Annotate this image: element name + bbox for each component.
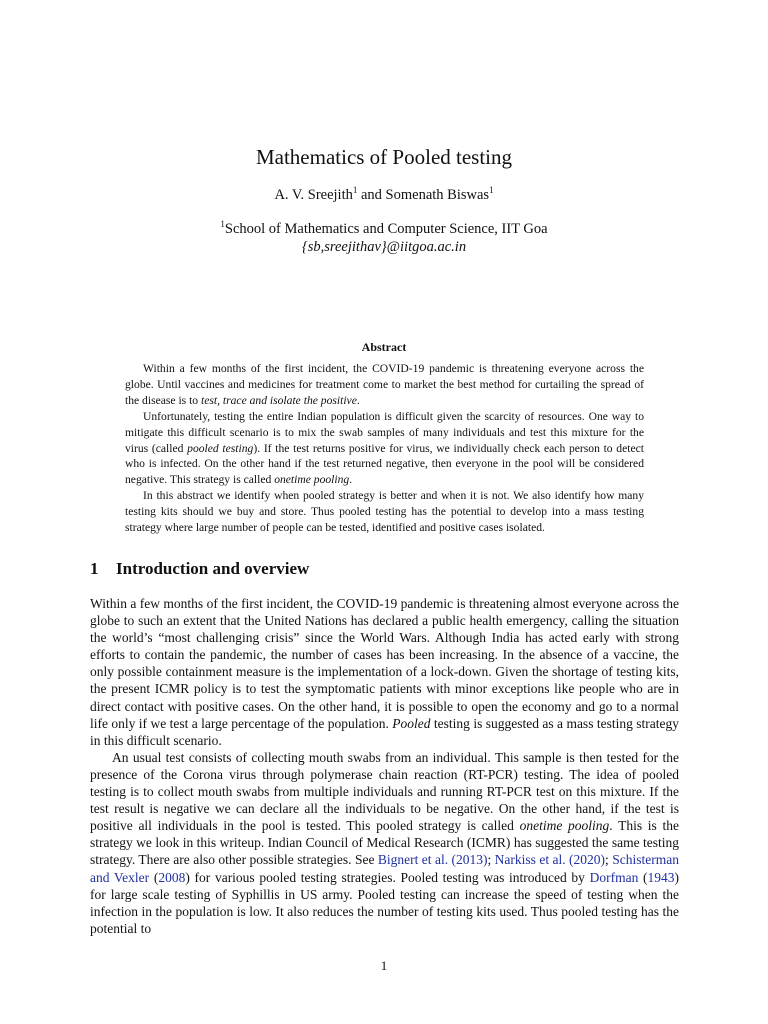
section-number: 1 [90,559,99,578]
author-sreejith: A. V. Sreejith [274,187,353,203]
section-title: Introduction and overview [116,559,310,578]
abstract-paragraph: Unfortunately, testing the entire Indian population is difficult given the scarcity of resources. One way to mitigate this difficult scenario is to mix the swab samples of many individuals and test this mixture for the virus (called pooled testing). If the test returns positive for virus, we individually check each person to detect who is infected. On the other hand if the test returned negative, then everyone in the pool will be considered negative. This strategy is called onetime pooling. [125,409,644,487]
author-email: {sb,sreejithav}@iitgoa.ac.in [301,239,467,255]
citation-link-dorfman[interactable]: Dorfman [589,869,639,885]
citation-link-bignert[interactable]: Bignert et al. (2013) [377,852,488,868]
abstract-paragraph: In this abstract we identify when pooled strategy is better and when it is not. We also identify how many testing kits should we buy and store. Thus pooled testing has the potential to develop into a mass testing strategy where large number of people can be tested, identified and positive cases isolated. [125,489,644,535]
author-list [0,187,768,204]
body-paragraph: An usual test consists of collecting mouth swabs from an individual. This sample is then tested for the presence of the Corona virus through polymerase chain reaction (RT-PCR) testing. The idea of pooled testing is to collect mouth swabs from multiple individuals and running RT-PCR test on this mixture. If the test result is negative we can declare all the individuals to be negative. On the other hand, if the test is positive all individuals in the pool is tested. This pooled strategy is called onetime pooling. This is the strategy we look in this writeup. Indian Council of Medical Research (ICMR) has suggested the same testing strategy. There are also other possible strategies. See Bignert et al. (2013); Narkiss et al. (2020); Schisterman and Vexler (2008) for various pooled testing strategies. Pooled testing was introduced by Dorfman (1943) for large scale testing of Syphillis in US army. Pooled testing can increase the speed of testing when the infection in the population is low. It also reduces the number of testing kits used. Thus pooled testing has the potential to [90,749,680,936]
body-paragraph: Within a few months of the first incident, the COVID-19 pandemic is threatening almost everyone across the globe to such an extent that the United Nations has declared a public health emergency, calling the situation the world’s “most challenging crisis” since the World Wars. Although India has acted early with strong efforts to contain the pandemic, the number of cases has been increasing. In the absence of a vaccine, the only possible containment measure is the implementation of a lock-down. Given the shortage of testing kits, the present ICMR policy is to test the symptomatic patients with minor exceptions like people who are in direct contact with positive cases. On the other hand, it is possible to open the economy and go to a normal life only if we test a large percentage of the population. Pooled testing is suggested as a mass testing strategy in this difficult scenario. [90,596,679,748]
abstract [125,361,644,536]
abstract-heading: Abstract [361,340,407,354]
affil-mark: 1 [220,219,225,230]
citation-link-schisterman[interactable]: Schisterman and Vexler [90,852,679,885]
paper-title: Mathematics of Pooled testing [255,145,513,169]
citation-link-dorfman-year[interactable]: 1943 [647,869,675,885]
section-heading [90,559,309,579]
author-biswas: Somenath Biswas [385,187,490,203]
author-conjunction: and [357,187,386,203]
body-text [90,595,679,937]
citation-link-narkiss[interactable]: Narkiss et al. (2020) [494,852,606,868]
page-number: 1 [380,958,388,973]
affil-text: School of Mathematics and Computer Science, IIT Goa [224,221,548,237]
citation-link-schisterman-year[interactable]: 2008 [158,869,186,885]
affiliation [0,220,768,256]
author-affil-mark: 1 [489,185,494,196]
abstract-paragraph: Within a few months of the first incident, the COVID-19 pandemic is threatening everyone across the globe. Until vaccines and medicines for treatment come to market the best method for curtailing the spread of the disease is to test, trace and isolate the positive. [125,362,644,407]
author-affil-mark: 1 [352,185,358,196]
